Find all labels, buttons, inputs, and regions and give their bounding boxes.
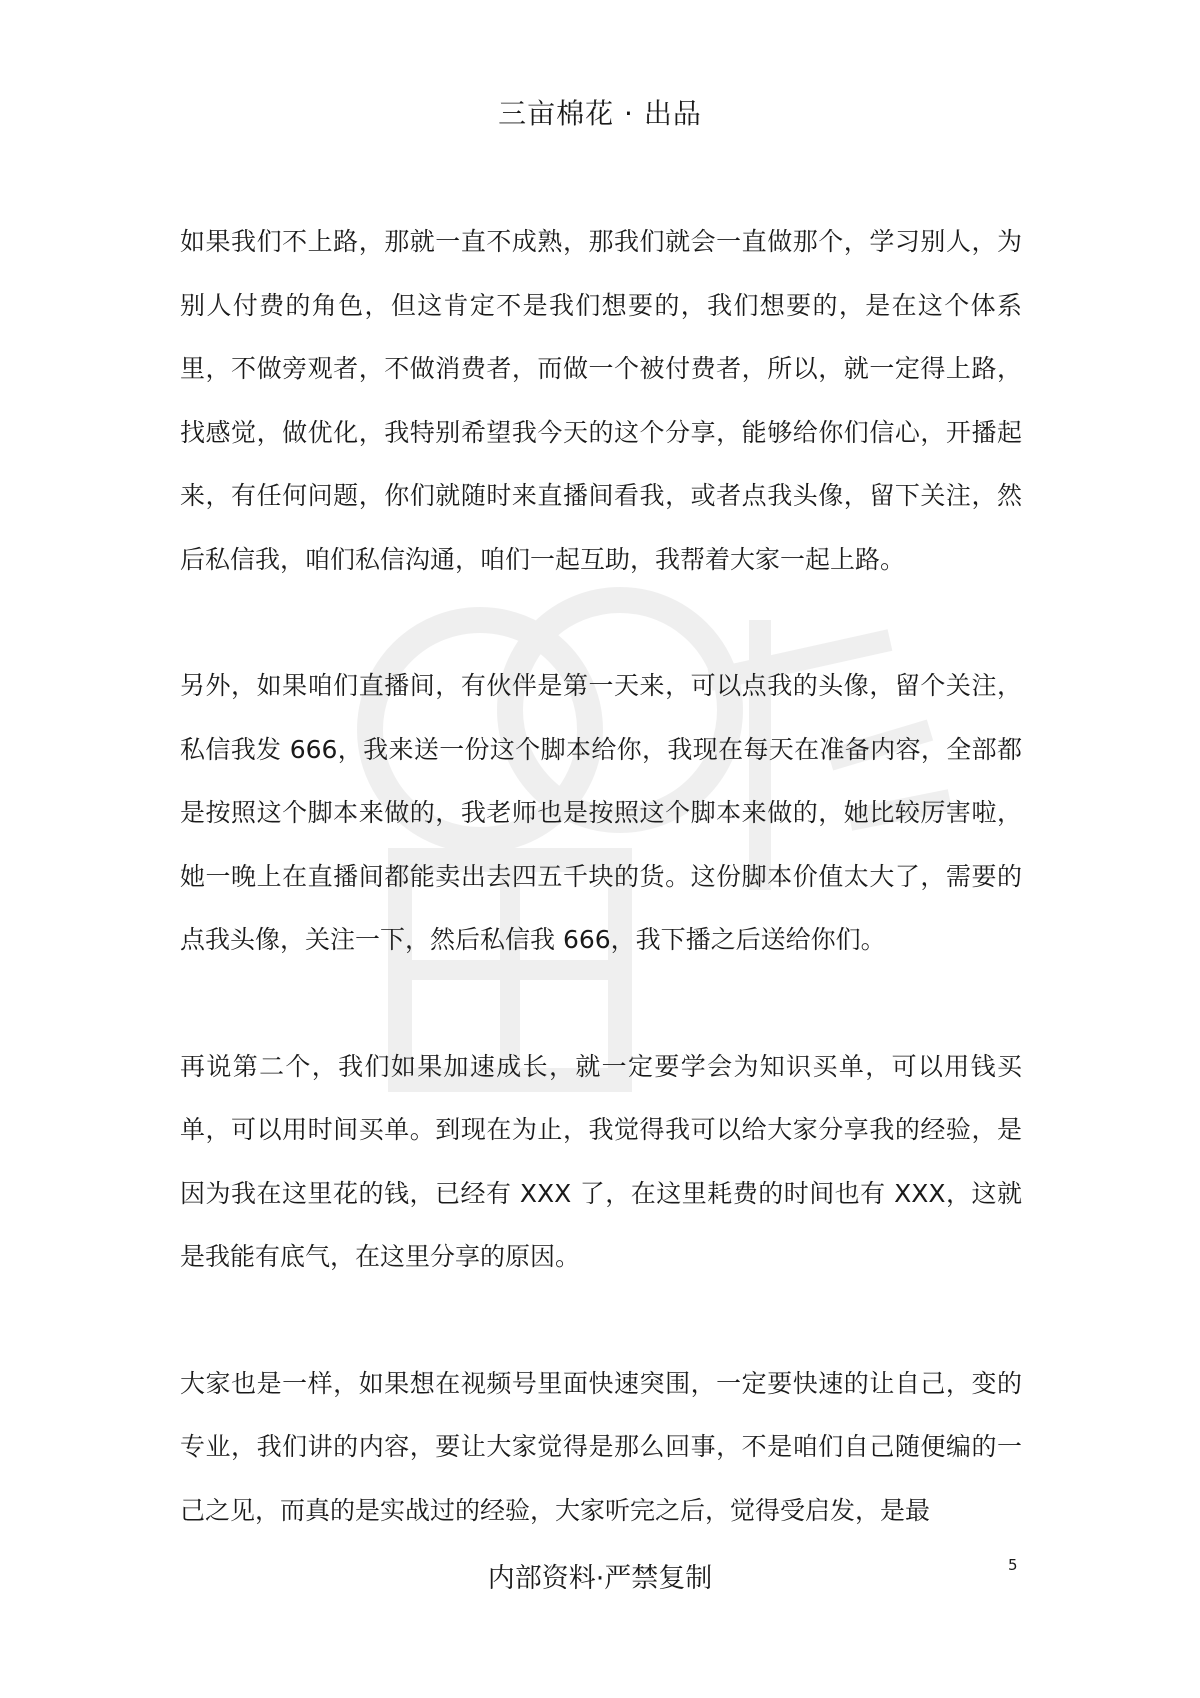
- paragraph-2: 另外，如果咱们直播间，有伙伴是第一天来，可以点我的头像，留个关注，私信我发 666，我来送一份这个脚本给你，我现在每天在准备内容，全部都是按照这个脚本来做的，我老师也是按照这个脚本来做的，她比较厉害啦，她一晚上在直播间都能卖出去四五千块的货。这份脚本价值太大了，需要的点我头像，关注一下，然后私信我 666，我下播之后送给你们。: [180, 671, 1022, 954]
- footer-notice: 内部资料·严禁复制: [487, 1563, 713, 1594]
- paragraph-3: 再说第二个，我们如果加速成长，就一定要学会为知识买单，可以用钱买单，可以用时间买单。到现在为止，我觉得我可以给大家分享我的经验，是因为我在这里花的钱，已经有 XXX 了，在这里耗费的时间也有 XXX，这就是我能有底气，在这里分享的原因。: [180, 1051, 1022, 1271]
- document-body: [180, 210, 1022, 1605]
- page-number: 5: [1008, 1556, 1018, 1574]
- page-header-title: 三亩棉花 · 出品: [498, 97, 702, 130]
- paragraph-4: 大家也是一样，如果想在视频号里面快速突围，一定要快速的让自己，变的专业，我们讲的内容，要让大家觉得是那么回事，不是咱们自己随便编的一己之见，而真的是实战过的经验，大家听完之后，觉得受启发，是最: [180, 1368, 1022, 1525]
- paragraph-1: 如果我们不上路，那就一直不成熟，那我们就会一直做那个，学习别人，为别人付费的角色，但这肯定不是我们想要的，我们想要的，是在这个体系里，不做旁观者，不做消费者，而做一个被付费者，所以，就一定得上路，找感觉，做优化，我特别希望我今天的这个分享，能够给你们信心，开播起来，有任何问题，你们就随时来直播间看我，或者点我头像，留下关注，然后私信我，咱们私信沟通，咱们一起互助，我帮着大家一起上路。: [180, 227, 1022, 574]
